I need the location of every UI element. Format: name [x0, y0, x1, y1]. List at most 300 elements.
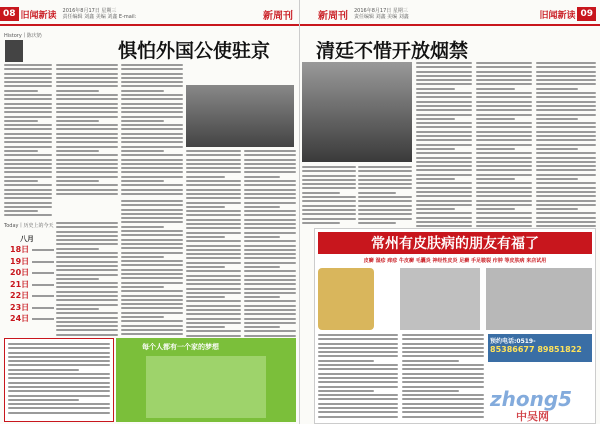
- text-line: [56, 269, 118, 271]
- date-item: [10, 302, 54, 313]
- text-line: [4, 150, 38, 152]
- page-number: 09: [577, 7, 596, 21]
- text-line: [402, 403, 484, 405]
- text-line: [121, 243, 183, 245]
- text-line: [4, 116, 52, 118]
- text-line: [121, 290, 183, 292]
- text-line: [318, 377, 398, 379]
- text-line: [32, 318, 54, 320]
- text-line: [121, 269, 183, 271]
- text-line: [56, 180, 99, 182]
- text-line: [416, 204, 472, 206]
- text-line: [476, 217, 532, 219]
- article-column-2: [121, 64, 183, 199]
- text-line: [476, 174, 532, 176]
- text-line: [121, 154, 183, 156]
- text-line: [402, 381, 484, 383]
- text-line: [4, 171, 52, 173]
- text-line: [244, 232, 296, 234]
- text-line: [244, 236, 280, 238]
- text-line: [244, 318, 296, 320]
- text-line: [56, 278, 99, 280]
- text-line: [121, 282, 183, 284]
- text-line: [244, 240, 296, 242]
- text-line: [121, 277, 183, 279]
- text-line: [244, 300, 296, 302]
- text-line: [244, 275, 296, 277]
- text-line: [536, 118, 578, 120]
- text-line: [4, 214, 52, 216]
- text-line: [56, 120, 99, 122]
- text-line: [186, 270, 241, 272]
- home-dream-ad: [116, 338, 296, 422]
- text-line: [8, 352, 110, 354]
- date-label: 22日: [10, 291, 30, 300]
- text-line: [121, 299, 183, 301]
- text-line: [302, 187, 356, 189]
- text-line: [8, 343, 110, 345]
- date-item: [10, 290, 54, 301]
- page-headline: 清廷不惜开放烟禁: [316, 40, 469, 62]
- text-line: [186, 335, 241, 337]
- text-line: [402, 377, 484, 379]
- text-line: [186, 167, 241, 169]
- text-line: [121, 204, 183, 206]
- text-line: [402, 360, 459, 362]
- text-line: [416, 165, 472, 167]
- text-line: [56, 308, 99, 310]
- text-line: [416, 126, 472, 128]
- text-line: [121, 234, 183, 236]
- text-line: [536, 79, 596, 81]
- family-photo: [146, 356, 266, 418]
- text-line: [416, 114, 472, 116]
- text-line: [536, 169, 596, 171]
- text-line: [121, 184, 183, 186]
- text-line: [244, 227, 296, 229]
- text-line: [121, 260, 183, 262]
- storefront-photo: [486, 268, 592, 330]
- text-line: [121, 273, 183, 275]
- text-line: [186, 176, 225, 178]
- text-line: [244, 326, 280, 328]
- text-line: [56, 291, 118, 293]
- text-line: [4, 107, 52, 109]
- text-line: [186, 184, 241, 186]
- text-line: [121, 316, 164, 318]
- text-line: [121, 90, 164, 92]
- text-line: [244, 210, 296, 212]
- text-line: [318, 347, 398, 349]
- text-line: [476, 118, 515, 120]
- text-line: [476, 66, 532, 68]
- text-line: [402, 347, 484, 349]
- text-line: [244, 159, 296, 161]
- text-line: [186, 318, 241, 320]
- text-line: [186, 262, 241, 264]
- text-line: [244, 163, 296, 165]
- text-line: [56, 261, 118, 263]
- text-line: [121, 329, 183, 331]
- left-header: [0, 4, 299, 24]
- text-line: [4, 206, 52, 208]
- text-line: [56, 295, 118, 297]
- ad-text-left: [318, 334, 398, 420]
- text-line: [121, 103, 183, 105]
- header-rule: [0, 24, 299, 26]
- text-line: [8, 382, 110, 384]
- text-line: [476, 75, 532, 77]
- text-line: [536, 88, 578, 90]
- text-line: [56, 98, 118, 100]
- text-line: [121, 159, 183, 161]
- text-line: [358, 179, 412, 181]
- text-line: [121, 68, 183, 70]
- text-line: [186, 193, 241, 195]
- text-line: [186, 150, 241, 152]
- article-column-3: [536, 62, 596, 232]
- left-bottom-ad: [4, 338, 114, 422]
- text-line: [476, 152, 532, 154]
- text-line: [318, 416, 398, 418]
- text-line: [4, 167, 52, 169]
- text-line: [402, 390, 459, 392]
- text-line: [4, 163, 52, 165]
- text-line: [121, 200, 183, 202]
- text-line: [476, 221, 532, 223]
- text-line: [8, 395, 110, 397]
- text-line: [56, 167, 118, 169]
- text-line: [244, 270, 296, 272]
- text-line: [186, 236, 225, 238]
- text-line: [416, 139, 472, 141]
- text-line: [56, 184, 118, 186]
- text-line: [4, 128, 52, 130]
- text-line: [402, 368, 484, 370]
- text-line: [416, 62, 472, 64]
- text-line: [476, 114, 532, 116]
- text-line: [56, 159, 118, 161]
- text-line: [318, 334, 398, 336]
- text-line: [4, 202, 52, 204]
- text-line: [476, 109, 532, 111]
- author-photo: [5, 40, 23, 62]
- text-line: [318, 360, 374, 362]
- text-line: [536, 195, 596, 197]
- text-line: [121, 85, 183, 87]
- text-line: [8, 356, 110, 358]
- text-line: [302, 200, 356, 202]
- text-line: [56, 85, 118, 87]
- text-line: [536, 105, 596, 107]
- text-line: [536, 148, 578, 150]
- text-line: [318, 411, 398, 413]
- text-line: [244, 180, 296, 182]
- text-line: [56, 64, 118, 66]
- text-line: [402, 334, 484, 336]
- text-line: [32, 261, 54, 263]
- article-column-4: [244, 150, 296, 350]
- text-line: [416, 135, 472, 137]
- text-line: [416, 71, 472, 73]
- date-label: 24日: [10, 314, 30, 323]
- text-line: [56, 325, 118, 327]
- text-line: [476, 165, 532, 167]
- text-line: [4, 90, 38, 92]
- text-line: [121, 128, 183, 130]
- text-line: [186, 249, 241, 251]
- text-line: [416, 88, 455, 90]
- text-line: [56, 231, 118, 233]
- text-line: [121, 213, 183, 215]
- text-line: [121, 94, 183, 96]
- text-line: [8, 369, 79, 371]
- text-line: [186, 326, 225, 328]
- text-line: [416, 92, 472, 94]
- text-line: [4, 137, 52, 139]
- text-line: [244, 171, 296, 173]
- text-line: [186, 305, 241, 307]
- text-line: [402, 386, 484, 388]
- date-item: [10, 313, 54, 324]
- text-line: [121, 264, 183, 266]
- text-line: [476, 187, 532, 189]
- text-line: [302, 196, 356, 198]
- historical-photo: [302, 62, 412, 162]
- history-column-text: [4, 64, 52, 219]
- text-line: [476, 105, 532, 107]
- text-line: [8, 386, 110, 388]
- skin-ad-subtitle: 皮癣 湿疹 痒疹 牛皮癣 毛囊炎 神经性皮炎 足癣 手足皲裂 疖肿 等皮肤病 来店试用: [363, 258, 547, 264]
- text-line: [8, 347, 110, 349]
- text-line: [186, 219, 241, 221]
- text-line: [416, 187, 472, 189]
- text-line: [536, 208, 578, 210]
- text-line: [536, 217, 596, 219]
- right-header: [300, 4, 600, 24]
- text-line: [56, 68, 118, 70]
- text-line: [4, 154, 52, 156]
- text-line: [56, 265, 118, 267]
- text-line: [56, 243, 118, 245]
- text-line: [402, 364, 484, 366]
- text-line: [402, 416, 484, 418]
- text-line: [121, 193, 183, 195]
- text-line: [536, 182, 596, 184]
- text-line: [121, 171, 183, 173]
- text-line: [536, 62, 596, 64]
- text-line: [56, 107, 118, 109]
- text-line: [536, 66, 596, 68]
- text-line: [186, 163, 241, 165]
- text-line: [121, 226, 164, 228]
- section-title: 旧闻新读: [20, 10, 57, 21]
- text-line: [416, 169, 472, 171]
- text-line: [186, 154, 241, 156]
- ad-text-middle: [402, 334, 484, 420]
- text-line: [416, 182, 472, 184]
- text-line: [121, 64, 183, 66]
- text-line: [56, 116, 118, 118]
- text-line: [302, 179, 356, 181]
- text-line: [186, 227, 241, 229]
- text-line: [244, 245, 296, 247]
- text-line: [32, 272, 54, 274]
- article-column-6: [56, 222, 118, 342]
- text-line: [416, 118, 455, 120]
- text-line: [4, 81, 52, 83]
- text-line: [121, 286, 164, 288]
- text-line: [358, 200, 412, 202]
- text-line: [416, 157, 472, 159]
- text-line: [318, 338, 398, 340]
- text-line: [476, 157, 532, 159]
- text-line: [416, 225, 472, 227]
- text-line: [56, 239, 118, 241]
- text-line: [244, 189, 296, 191]
- today-label: Today丨历史上的今天: [4, 223, 54, 229]
- text-line: [121, 333, 183, 335]
- text-line: [318, 394, 398, 396]
- text-line: [318, 343, 398, 345]
- text-line: [244, 335, 296, 337]
- text-line: [536, 187, 596, 189]
- text-line: [244, 176, 280, 178]
- text-line: [4, 146, 52, 148]
- text-line: [8, 403, 110, 405]
- text-line: [56, 299, 118, 301]
- text-line: [416, 217, 472, 219]
- date-label: 23日: [10, 302, 30, 312]
- text-line: [302, 170, 356, 172]
- text-line: [244, 214, 296, 216]
- text-line: [302, 209, 356, 211]
- text-line: [121, 247, 183, 249]
- text-line: [4, 111, 52, 113]
- text-line: [476, 161, 532, 163]
- text-line: [416, 221, 472, 223]
- text-line: [476, 88, 515, 90]
- text-line: [4, 120, 38, 122]
- text-line: [121, 133, 183, 135]
- text-line: [402, 355, 484, 357]
- text-line: [244, 197, 296, 199]
- text-line: [121, 141, 183, 143]
- text-line: [121, 217, 183, 219]
- text-line: [402, 398, 484, 400]
- text-line: [358, 218, 412, 220]
- text-line: [358, 166, 412, 168]
- month-label: 八月: [20, 235, 34, 243]
- text-line: [416, 212, 472, 214]
- text-line: [186, 253, 241, 255]
- text-line: [358, 222, 396, 224]
- page-number: 08: [0, 7, 19, 21]
- text-line: [402, 407, 484, 409]
- text-line: [4, 184, 52, 186]
- text-line: [121, 312, 183, 314]
- text-line: [56, 256, 118, 258]
- text-line: [8, 407, 110, 409]
- text-line: [186, 159, 241, 161]
- text-line: [244, 202, 296, 204]
- text-line: [536, 221, 596, 223]
- text-line: [121, 295, 183, 297]
- text-line: [476, 225, 532, 227]
- text-line: [244, 257, 296, 259]
- text-line: [56, 137, 118, 139]
- text-line: [56, 128, 118, 130]
- text-line: [186, 197, 241, 199]
- text-line: [402, 394, 484, 396]
- text-line: [536, 157, 596, 159]
- text-line: [536, 204, 596, 206]
- text-line: [318, 381, 398, 383]
- text-line: [186, 279, 241, 281]
- text-line: [121, 81, 183, 83]
- text-line: [244, 322, 296, 324]
- text-line: [186, 300, 241, 302]
- text-line: [536, 131, 596, 133]
- text-line: [186, 206, 225, 208]
- text-line: [536, 161, 596, 163]
- article-column-1: [416, 62, 472, 232]
- text-line: [121, 307, 183, 309]
- text-line: [186, 245, 241, 247]
- text-line: [302, 205, 356, 207]
- text-line: [186, 257, 241, 259]
- text-line: [476, 131, 532, 133]
- text-line: [476, 178, 515, 180]
- text-line: [56, 189, 118, 191]
- text-line: [56, 77, 118, 79]
- text-line: [8, 390, 110, 392]
- text-line: [244, 206, 280, 208]
- text-line: [416, 122, 472, 124]
- text-line: [244, 184, 296, 186]
- text-line: [32, 249, 54, 251]
- text-line: [56, 94, 118, 96]
- text-line: [186, 240, 241, 242]
- text-line: [402, 411, 484, 413]
- text-line: [416, 79, 472, 81]
- text-line: [302, 192, 340, 194]
- text-line: [56, 286, 118, 288]
- text-line: [186, 210, 241, 212]
- text-line: [536, 71, 596, 73]
- text-line: [416, 83, 472, 85]
- text-line: [416, 109, 472, 111]
- text-line: [476, 169, 532, 171]
- text-line: [121, 209, 183, 211]
- text-line: [244, 150, 296, 152]
- text-line: [476, 195, 532, 197]
- text-line: [56, 163, 118, 165]
- text-line: [56, 171, 118, 173]
- text-line: [4, 189, 52, 191]
- text-line: [4, 159, 52, 161]
- text-line: [402, 338, 484, 340]
- text-line: [536, 165, 596, 167]
- text-line: [318, 407, 398, 409]
- skin-ad-title: 常州有皮肤病的朋友有福了: [318, 232, 592, 254]
- text-line: [56, 73, 118, 75]
- text-line: [56, 334, 118, 336]
- text-line: [8, 399, 79, 401]
- text-line: [244, 279, 296, 281]
- text-line: [402, 351, 484, 353]
- text-line: [4, 124, 52, 126]
